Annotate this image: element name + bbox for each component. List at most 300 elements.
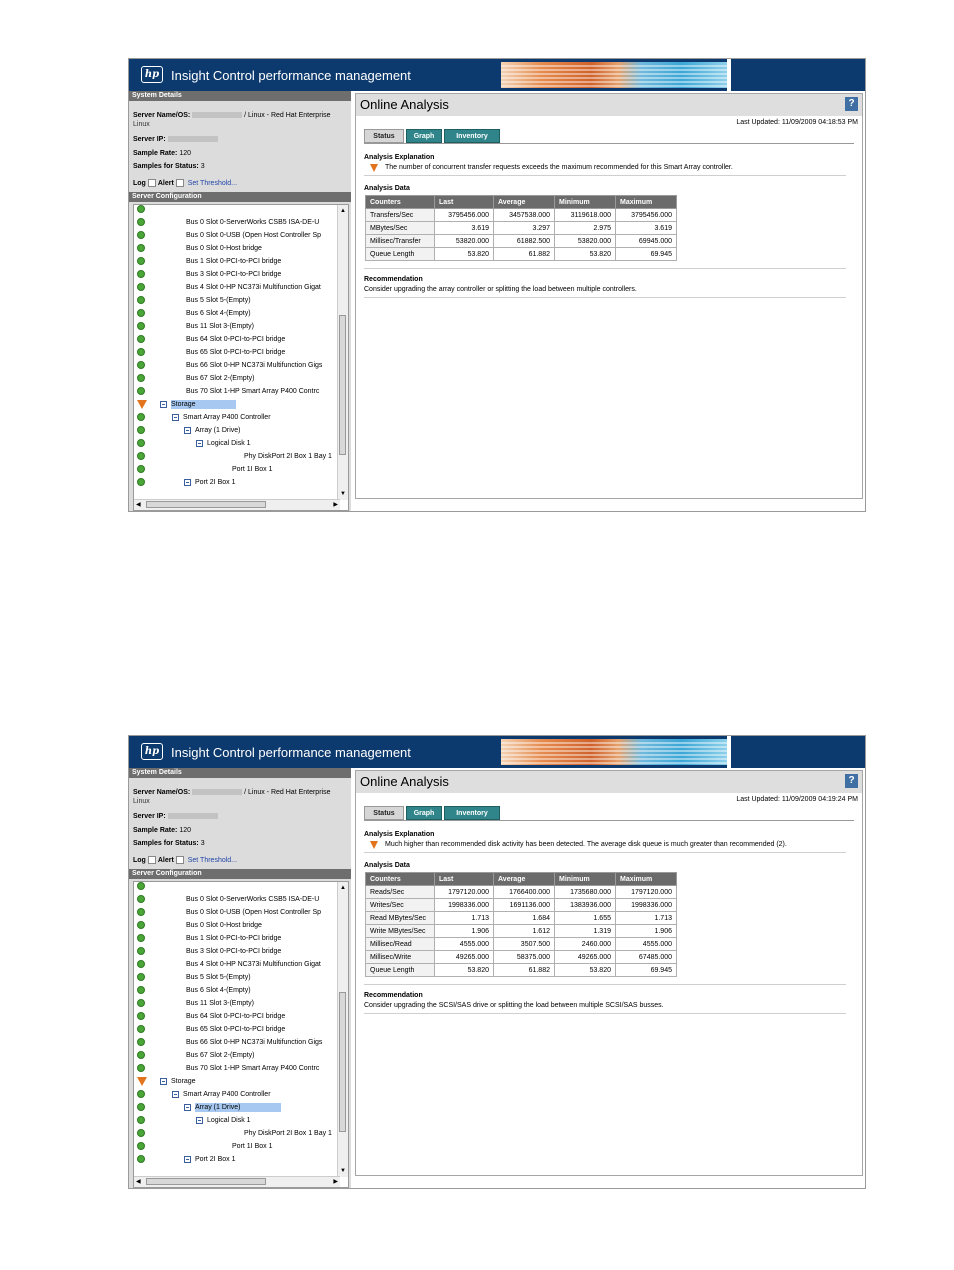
counter-value: 1.684 xyxy=(494,912,555,925)
log-label: Log xyxy=(133,180,146,187)
tree-node[interactable] xyxy=(134,307,339,320)
tree-node-label: Bus 6 Slot 4-(Empty) xyxy=(186,310,251,317)
warning-status-icon xyxy=(137,1077,147,1086)
collapse-toggle-icon[interactable] xyxy=(184,479,191,486)
tree-node[interactable] xyxy=(134,906,339,919)
collapse-toggle-icon[interactable] xyxy=(184,1104,191,1111)
alert-checkbox[interactable] xyxy=(176,856,184,864)
tree-node-label: Bus 0 Slot 0-USB (Open Host Controller Sp xyxy=(186,232,322,239)
log-checkbox[interactable] xyxy=(148,179,156,187)
tree-node-label: Bus 0 Slot 0-Host bridge xyxy=(186,245,262,252)
server-ip-label: Server IP: xyxy=(133,813,166,820)
server-name-redacted xyxy=(192,789,242,795)
scroll-up-arrow-icon[interactable]: ▲ xyxy=(340,885,346,891)
tree-node[interactable] xyxy=(134,1049,339,1062)
tab-inventory[interactable]: Inventory xyxy=(444,129,500,143)
log-label: Log xyxy=(133,857,146,864)
counter-value: 1.713 xyxy=(616,912,677,925)
collapse-toggle-icon[interactable] xyxy=(196,1117,203,1124)
ok-status-icon xyxy=(137,478,145,486)
separator xyxy=(364,175,846,176)
collapse-toggle-icon[interactable] xyxy=(172,414,179,421)
cable-banner-image xyxy=(501,62,727,88)
help-icon[interactable]: ? xyxy=(845,97,858,111)
counter-name: Transfers/Sec xyxy=(366,209,435,222)
server-ip xyxy=(133,135,218,144)
counter-value: 1.713 xyxy=(435,912,494,925)
counter-value: 61.882 xyxy=(494,964,555,977)
tree-node-label: Array (1 Drive) xyxy=(195,1103,281,1112)
tree-node[interactable] xyxy=(134,1127,339,1140)
analysis-explanation-text: The number of concurrent transfer requests exceeds the maximum recommended for this Smart Array controller. xyxy=(385,164,733,171)
tree-node[interactable] xyxy=(134,398,339,411)
column-header: Maximum xyxy=(616,196,677,209)
ok-status-icon xyxy=(137,231,145,239)
tree-node-label: Port 1I Box 1 xyxy=(232,466,273,473)
tree-node-label: Bus 0 Slot 0-Host bridge xyxy=(186,922,262,929)
tree-node[interactable] xyxy=(134,1114,339,1127)
ok-status-icon xyxy=(137,452,145,460)
tree-node[interactable] xyxy=(134,333,339,346)
scroll-right-arrow-icon[interactable]: ▶ xyxy=(333,1179,338,1185)
ok-status-icon xyxy=(137,1038,145,1046)
tree-node[interactable] xyxy=(134,346,339,359)
tree-node-label: Bus 66 Slot 0-HP NC373i Multifunction Gigs xyxy=(186,1039,323,1046)
counter-value: 3119618.000 xyxy=(555,209,616,222)
counter-value: 1766400.000 xyxy=(494,886,555,899)
recommendation-heading: Recommendation xyxy=(364,992,423,999)
set-threshold-link[interactable]: Set Threshold... xyxy=(187,180,238,187)
separator xyxy=(364,268,846,269)
table-row xyxy=(366,951,677,964)
counter-value: 4555.000 xyxy=(435,938,494,951)
server-configuration-header: Server Configuration xyxy=(129,192,351,202)
ok-status-icon xyxy=(137,322,145,330)
tree-node-label: Logical Disk 1 xyxy=(207,1117,251,1124)
table-row xyxy=(366,222,677,235)
counter-value: 1735680.000 xyxy=(555,886,616,899)
pane-title-bar xyxy=(356,94,862,116)
counter-value: 61882.500 xyxy=(494,235,555,248)
sample-rate-label: Sample Rate: xyxy=(133,827,178,834)
tab-status[interactable]: Status xyxy=(364,129,404,143)
tree-node[interactable] xyxy=(134,958,339,971)
column-header: Minimum xyxy=(555,873,616,886)
tree-node[interactable] xyxy=(134,294,339,307)
ok-status-icon xyxy=(137,947,145,955)
hp-logo-icon xyxy=(141,743,163,760)
hp-logo-text: hp xyxy=(144,69,160,80)
server-name xyxy=(133,788,330,797)
tree-node-label: Port 1I Box 1 xyxy=(232,1143,273,1150)
table-row xyxy=(366,899,677,912)
ok-status-icon xyxy=(137,895,145,903)
counter-value: 1797120.000 xyxy=(435,886,494,899)
counter-value: 3.619 xyxy=(616,222,677,235)
counter-value: 61.882 xyxy=(494,248,555,261)
tree-node[interactable] xyxy=(134,411,339,424)
separator xyxy=(364,1013,846,1014)
counter-name: Read MBytes/Sec xyxy=(366,912,435,925)
ok-status-icon xyxy=(137,218,145,226)
ok-status-icon xyxy=(137,413,145,421)
tree-node-label: Bus 66 Slot 0-HP NC373i Multifunction Gigs xyxy=(186,362,323,369)
tree-node-label: Bus 67 Slot 2-(Empty) xyxy=(186,375,255,382)
tree-node-label: Phy DiskPort 2I Box 1 Bay 1 xyxy=(244,453,332,460)
left-pane xyxy=(129,91,351,511)
server-ip-redacted xyxy=(168,136,218,142)
counter-value: 3795456.000 xyxy=(616,209,677,222)
tree-node[interactable] xyxy=(134,984,339,997)
tree-node-label: Bus 65 Slot 0-PCI-to-PCI bridge xyxy=(186,349,286,356)
pane-title: Online Analysis xyxy=(360,97,449,112)
separator xyxy=(364,297,846,298)
tree-node[interactable] xyxy=(134,450,339,463)
ok-status-icon xyxy=(137,1090,145,1098)
tree-node[interactable] xyxy=(134,881,339,893)
tab-graph[interactable]: Graph xyxy=(406,806,442,820)
counter-name: MBytes/Sec xyxy=(366,222,435,235)
counter-value: 1383936.000 xyxy=(555,899,616,912)
horizontal-scroll-thumb[interactable] xyxy=(146,1178,266,1185)
ok-status-icon xyxy=(137,296,145,304)
counter-value: 69.945 xyxy=(616,248,677,261)
tree-node-label: Bus 4 Slot 0-HP NC373i Multifunction Gigat xyxy=(186,284,321,291)
tree-node-label: Bus 11 Slot 3-(Empty) xyxy=(186,1000,254,1007)
scroll-down-arrow-icon[interactable]: ▼ xyxy=(340,491,346,497)
tree-node[interactable] xyxy=(134,997,339,1010)
ok-status-icon xyxy=(137,1142,145,1150)
ok-status-icon xyxy=(137,1155,145,1163)
analysis-data-heading: Analysis Data xyxy=(364,185,410,192)
horizontal-scroll-thumb[interactable] xyxy=(146,501,266,508)
scroll-left-arrow-icon[interactable]: ◀ xyxy=(136,502,141,508)
ok-status-icon xyxy=(137,1116,145,1124)
samples-status-value: 3 xyxy=(200,840,205,847)
collapse-toggle-icon[interactable] xyxy=(160,1078,167,1085)
ok-status-icon xyxy=(137,999,145,1007)
tree-node-label: Bus 0 Slot 0-ServerWorks CSB5 ISA-DE-U xyxy=(186,896,320,903)
table-header-row xyxy=(366,196,677,209)
tree-node[interactable] xyxy=(134,1075,339,1088)
tab-inventory[interactable]: Inventory xyxy=(444,806,500,820)
alert-label: Alert xyxy=(157,857,174,864)
ok-status-icon xyxy=(137,426,145,434)
tree-node[interactable] xyxy=(134,204,339,216)
tree-node[interactable] xyxy=(134,242,339,255)
app-header xyxy=(129,59,865,91)
tree-node-label: Bus 67 Slot 2-(Empty) xyxy=(186,1052,255,1059)
tree-node-label: Bus 65 Slot 0-PCI-to-PCI bridge xyxy=(186,1026,286,1033)
counter-value: 1.655 xyxy=(555,912,616,925)
tree-node-label: Bus 6 Slot 4-(Empty) xyxy=(186,987,251,994)
online-analysis-pane xyxy=(355,770,863,1176)
tree-node[interactable] xyxy=(134,476,339,489)
server-config-tree xyxy=(133,204,349,511)
system-details-header: System Details xyxy=(129,768,351,778)
tree-node-label: Array (1 Drive) xyxy=(195,427,241,434)
counter-value: 1.612 xyxy=(494,925,555,938)
sample-rate-value: 120 xyxy=(179,150,191,157)
collapse-toggle-icon[interactable] xyxy=(196,440,203,447)
tree-node[interactable] xyxy=(134,424,339,437)
samples-status-label: Samples for Status: xyxy=(133,840,199,847)
log-alert-row xyxy=(133,179,237,188)
tree-node[interactable] xyxy=(134,255,339,268)
samples-status xyxy=(133,839,205,848)
table-row xyxy=(366,248,677,261)
tree-node[interactable] xyxy=(134,268,339,281)
app-title: Insight Control performance management xyxy=(171,68,411,83)
tree-node[interactable] xyxy=(134,1036,339,1049)
sample-rate xyxy=(133,826,191,835)
counter-value: 1.319 xyxy=(555,925,616,938)
ok-status-icon xyxy=(137,374,145,382)
column-header: Average xyxy=(494,873,555,886)
help-icon[interactable]: ? xyxy=(845,774,858,788)
screenshot-status-disk xyxy=(128,735,866,1189)
tree-node[interactable] xyxy=(134,216,339,229)
counter-name: Reads/Sec xyxy=(366,886,435,899)
table-header-row xyxy=(366,873,677,886)
ok-status-icon xyxy=(137,882,145,890)
app-title: Insight Control performance management xyxy=(171,745,411,760)
tree-node-label: Phy DiskPort 2I Box 1 Bay 1 xyxy=(244,1130,332,1137)
tree-node[interactable] xyxy=(134,320,339,333)
tree-node-label: Port 2I Box 1 xyxy=(195,479,236,486)
server-name-label: Server Name/OS: xyxy=(133,112,191,119)
tree-node-label: Bus 70 Slot 1-HP Smart Array P400 Contrc xyxy=(186,1065,320,1072)
tree-node[interactable] xyxy=(134,945,339,958)
column-header: Minimum xyxy=(555,196,616,209)
ok-status-icon xyxy=(137,1051,145,1059)
ok-status-icon xyxy=(137,986,145,994)
counter-value: 53.820 xyxy=(555,248,616,261)
tree-node[interactable] xyxy=(134,437,339,450)
tree-node-label: Bus 3 Slot 0-PCI-to-PCI bridge xyxy=(186,271,282,278)
table-row xyxy=(366,209,677,222)
analysis-data-table xyxy=(365,872,677,977)
screenshot-status-controller xyxy=(128,58,866,512)
left-pane xyxy=(129,768,351,1188)
tab-graph[interactable]: Graph xyxy=(406,129,442,143)
tree-node-label: Bus 11 Slot 3-(Empty) xyxy=(186,323,254,330)
counter-name: Millisec/Transfer xyxy=(366,235,435,248)
tree-node-label: Bus 70 Slot 1-HP Smart Array P400 Contrc xyxy=(186,388,320,395)
ok-status-icon xyxy=(137,908,145,916)
column-header: Last xyxy=(435,196,494,209)
tree-node[interactable] xyxy=(134,372,339,385)
ok-status-icon xyxy=(137,1103,145,1111)
counter-value: 3.619 xyxy=(435,222,494,235)
collapse-toggle-icon[interactable] xyxy=(172,1091,179,1098)
counter-value: 3.297 xyxy=(494,222,555,235)
scroll-down-arrow-icon[interactable]: ▼ xyxy=(340,1168,346,1174)
ok-status-icon xyxy=(137,1064,145,1072)
log-alert-row xyxy=(133,856,237,865)
ok-status-icon xyxy=(137,335,145,343)
counter-value: 69.945 xyxy=(616,964,677,977)
warning-icon xyxy=(370,164,378,172)
cable-banner-image xyxy=(501,739,727,765)
tree-node[interactable] xyxy=(134,229,339,242)
warning-icon xyxy=(370,841,378,849)
ok-status-icon xyxy=(137,921,145,929)
recommendation-heading: Recommendation xyxy=(364,276,423,283)
recommendation-text: Consider upgrading the array controller or splitting the load between multiple controllers. xyxy=(364,286,637,293)
ok-status-icon xyxy=(137,387,145,395)
vertical-scroll-thumb[interactable] xyxy=(339,992,346,1132)
counter-name: Millisec/Write xyxy=(366,951,435,964)
tree-node-label: Bus 64 Slot 0-PCI-to-PCI bridge xyxy=(186,336,286,343)
analysis-data-table xyxy=(365,195,677,261)
tree-node-label: Bus 5 Slot 5-(Empty) xyxy=(186,974,251,981)
tree-node[interactable] xyxy=(134,1010,339,1023)
banner-divider xyxy=(727,736,731,768)
tree-node[interactable] xyxy=(134,893,339,906)
collapse-toggle-icon[interactable] xyxy=(160,401,167,408)
counter-value: 2.975 xyxy=(555,222,616,235)
collapse-toggle-icon[interactable] xyxy=(184,1156,191,1163)
counter-value: 1.906 xyxy=(616,925,677,938)
ok-status-icon xyxy=(137,439,145,447)
alert-checkbox[interactable] xyxy=(176,179,184,187)
ok-status-icon xyxy=(137,1129,145,1137)
hp-logo-icon xyxy=(141,66,163,83)
table-row xyxy=(366,938,677,951)
collapse-toggle-icon[interactable] xyxy=(184,427,191,434)
tree-horizontal-scrollbar[interactable] xyxy=(134,499,340,510)
last-updated: Last Updated: 11/09/2009 04:18:53 PM xyxy=(736,119,858,126)
scroll-up-arrow-icon[interactable]: ▲ xyxy=(340,208,346,214)
server-ip xyxy=(133,812,218,821)
counter-value: 3457538.000 xyxy=(494,209,555,222)
table-row xyxy=(366,235,677,248)
server-os-wrap: Linux xyxy=(133,798,150,805)
table-row xyxy=(366,912,677,925)
tree-node-label: Bus 64 Slot 0-PCI-to-PCI bridge xyxy=(186,1013,286,1020)
server-config-tree xyxy=(133,881,349,1188)
tree-vertical-scrollbar[interactable] xyxy=(337,205,348,500)
tree-node[interactable] xyxy=(134,1101,339,1114)
tree-node-label: Smart Array P400 Controller xyxy=(183,414,271,421)
hp-logo-text: hp xyxy=(144,746,160,757)
counter-value: 53820.000 xyxy=(435,235,494,248)
set-threshold-link[interactable]: Set Threshold... xyxy=(187,857,238,864)
vertical-scroll-thumb[interactable] xyxy=(339,315,346,455)
server-name-value: / Linux - Red Hat Enterprise xyxy=(244,789,331,796)
tree-node[interactable] xyxy=(134,932,339,945)
ok-status-icon xyxy=(137,283,145,291)
column-header: Maximum xyxy=(616,873,677,886)
server-name-redacted xyxy=(192,112,242,118)
samples-status-value: 3 xyxy=(200,163,205,170)
server-ip-label: Server IP: xyxy=(133,136,166,143)
analysis-explanation-heading: Analysis Explanation xyxy=(364,154,435,161)
counter-value: 67485.000 xyxy=(616,951,677,964)
log-checkbox[interactable] xyxy=(148,856,156,864)
tree-node[interactable] xyxy=(134,1023,339,1036)
sample-rate-value: 120 xyxy=(179,827,191,834)
server-name xyxy=(133,111,330,120)
ok-status-icon xyxy=(137,1025,145,1033)
alert-label: Alert xyxy=(157,180,174,187)
table-row xyxy=(366,925,677,938)
scroll-right-arrow-icon[interactable]: ▶ xyxy=(333,502,338,508)
tree-node[interactable] xyxy=(134,1088,339,1101)
counter-value: 53.820 xyxy=(555,964,616,977)
tree-node-label: Bus 1 Slot 0-PCI-to-PCI bridge xyxy=(186,258,282,265)
counter-value: 1998336.000 xyxy=(616,899,677,912)
tree-node-label: Bus 0 Slot 0-ServerWorks CSB5 ISA-DE-U xyxy=(186,219,320,226)
sample-rate-label: Sample Rate: xyxy=(133,150,178,157)
tree-node-label: Storage xyxy=(171,400,236,409)
counter-name: Queue Length xyxy=(366,964,435,977)
ok-status-icon xyxy=(137,465,145,473)
counter-value: 49265.000 xyxy=(555,951,616,964)
banner-divider xyxy=(727,59,731,91)
tree-node-label: Bus 4 Slot 0-HP NC373i Multifunction Gigat xyxy=(186,961,321,968)
tree-node[interactable] xyxy=(134,1062,339,1075)
tree-node-label: Bus 1 Slot 0-PCI-to-PCI bridge xyxy=(186,935,282,942)
column-header: Average xyxy=(494,196,555,209)
counter-name: Writes/Sec xyxy=(366,899,435,912)
column-header: Counters xyxy=(366,873,435,886)
counter-value: 53.820 xyxy=(435,248,494,261)
tree-node-label: Logical Disk 1 xyxy=(207,440,251,447)
server-name-value: / Linux - Red Hat Enterprise xyxy=(244,112,331,119)
counter-value: 53820.000 xyxy=(555,235,616,248)
last-updated: Last Updated: 11/09/2009 04:19:24 PM xyxy=(736,796,858,803)
online-analysis-pane xyxy=(355,93,863,499)
tree-node[interactable] xyxy=(134,1153,339,1166)
counter-name: Queue Length xyxy=(366,248,435,261)
pane-title-bar xyxy=(356,771,862,793)
samples-status-label: Samples for Status: xyxy=(133,163,199,170)
counter-value: 58375.000 xyxy=(494,951,555,964)
tree-node[interactable] xyxy=(134,359,339,372)
system-details-header: System Details xyxy=(129,91,351,101)
counter-value: 69945.000 xyxy=(616,235,677,248)
tree-node[interactable] xyxy=(134,971,339,984)
table-row xyxy=(366,964,677,977)
tree-vertical-scrollbar[interactable] xyxy=(337,882,348,1177)
separator xyxy=(364,852,846,853)
analysis-explanation-text: Much higher than recommended disk activity has been detected. The average disk queue is much greater than recommended (2). xyxy=(385,841,787,848)
tree-node[interactable] xyxy=(134,463,339,476)
counter-value: 1.906 xyxy=(435,925,494,938)
recommendation-text: Consider upgrading the SCSI/SAS drive or splitting the load between multiple SCSI/SAS busses. xyxy=(364,1002,664,1009)
ok-status-icon xyxy=(137,960,145,968)
tree-node[interactable] xyxy=(134,281,339,294)
counter-value: 4555.000 xyxy=(616,938,677,951)
tree-node[interactable] xyxy=(134,1140,339,1153)
ok-status-icon xyxy=(137,205,145,213)
column-header: Last xyxy=(435,873,494,886)
tab-underline xyxy=(364,143,854,144)
analysis-data-heading: Analysis Data xyxy=(364,862,410,869)
tree-node[interactable] xyxy=(134,385,339,398)
tree-horizontal-scrollbar[interactable] xyxy=(134,1176,340,1187)
counter-value: 3795456.000 xyxy=(435,209,494,222)
scroll-left-arrow-icon[interactable]: ◀ xyxy=(136,1179,141,1185)
warning-status-icon xyxy=(137,400,147,409)
ok-status-icon xyxy=(137,934,145,942)
samples-status xyxy=(133,162,205,171)
tree-node[interactable] xyxy=(134,919,339,932)
tab-status[interactable]: Status xyxy=(364,806,404,820)
ok-status-icon xyxy=(137,1012,145,1020)
